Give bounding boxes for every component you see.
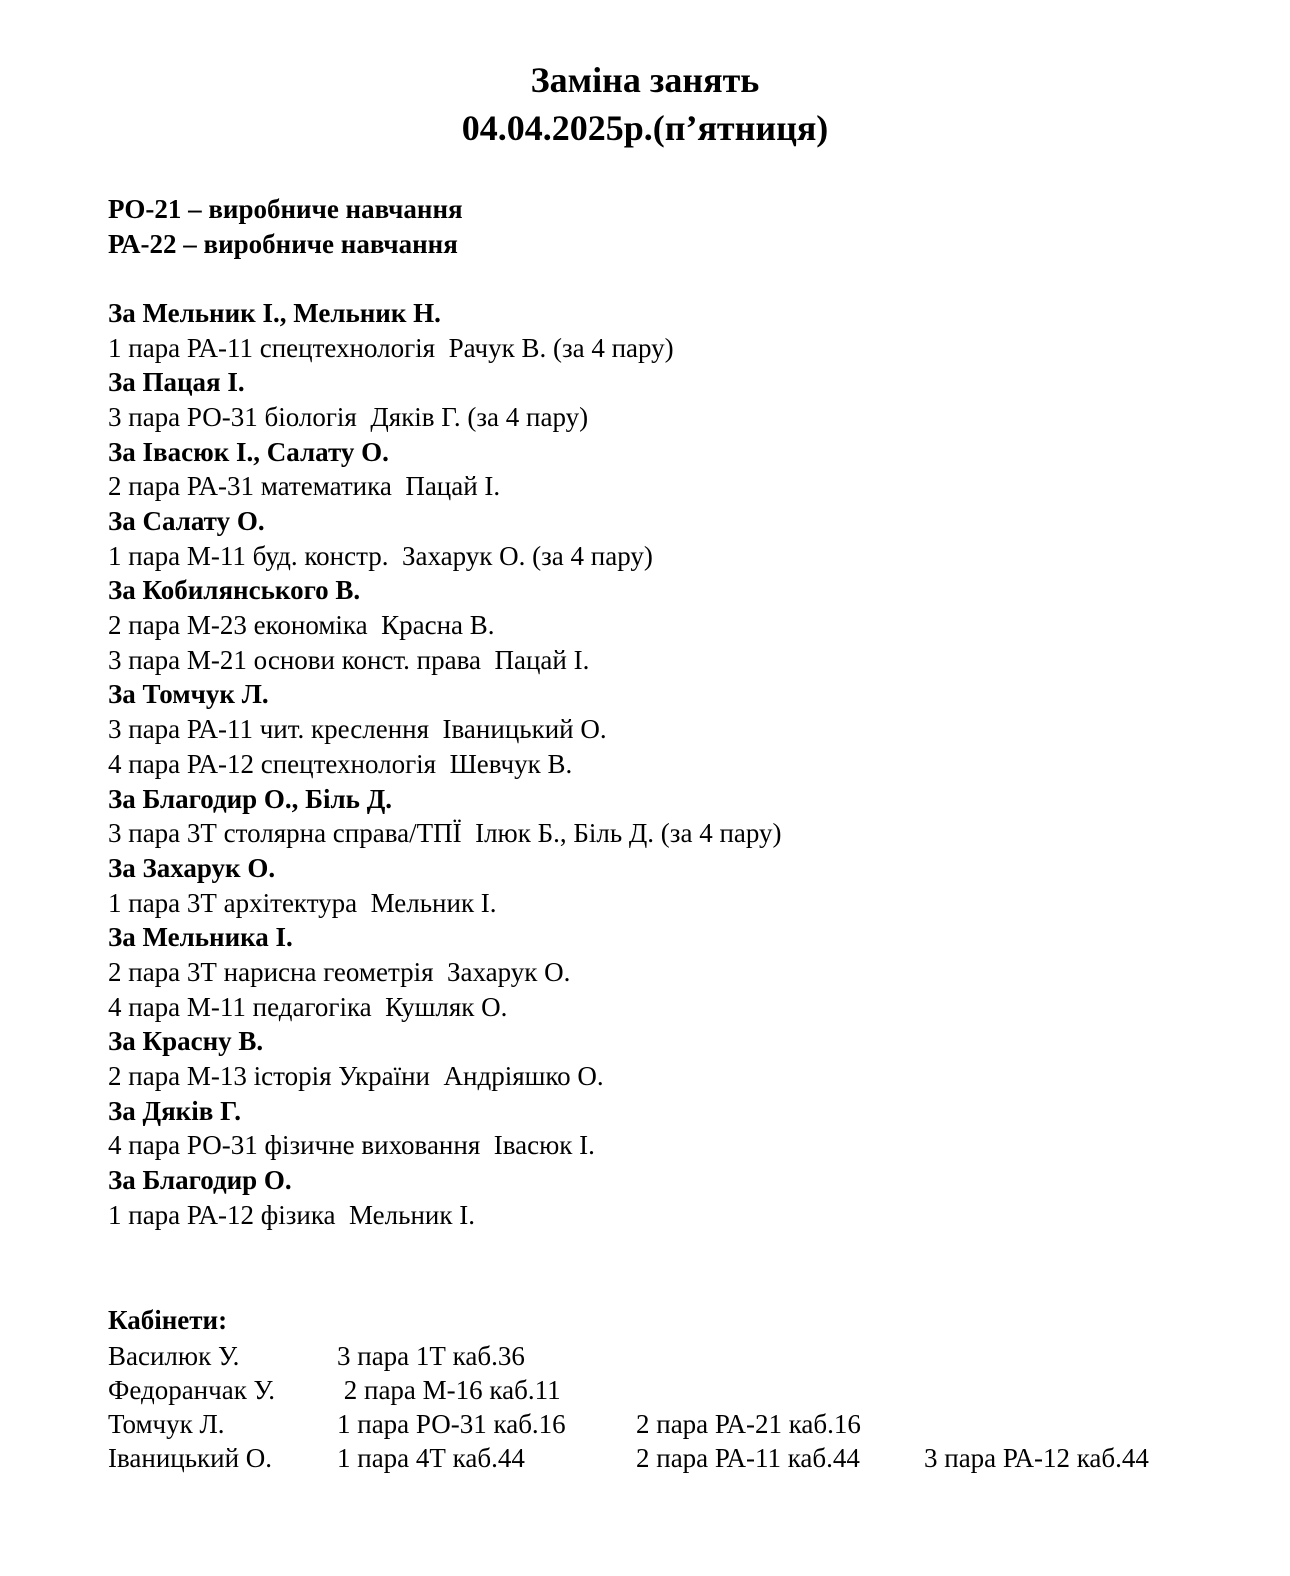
replacement-header: За Захарук О.: [108, 853, 276, 883]
group-note-ro21: РО-21 – виробниче навчання: [108, 194, 463, 224]
replacement-line: 4 пара РО-31 фізичне виховання Івасюк І.: [108, 1130, 595, 1160]
replacement-header: За Дяків Г.: [108, 1096, 241, 1126]
cabinet-row: [0, 1340, 1290, 1374]
replacement-header: За Салату О.: [108, 506, 265, 536]
cabinet-teacher-name: Василюк У.: [108, 1341, 240, 1371]
replacement-header: За Пацая І.: [108, 367, 245, 397]
replacement-header: За Томчук Л.: [108, 679, 269, 709]
replacement-header: За Благодир О.: [108, 1165, 292, 1195]
cabinet-teacher-name: Іваницький О.: [108, 1443, 273, 1473]
cabinet-entry: 3 пара 1Т каб.36: [337, 1341, 525, 1371]
replacement-line: 3 пара РА-11 чит. креслення Іваницький О.: [108, 714, 607, 744]
replacement-line: 1 пара 3Т архітектура Мельник І.: [108, 888, 497, 918]
replacement-line: 4 пара М-11 педагогіка Кушляк О.: [108, 992, 508, 1022]
replacement-line: 1 пара РА-12 фізика Мельник І.: [108, 1200, 475, 1230]
replacement-line: 3 пара РО-31 біологія Дяків Г. (за 4 пару): [108, 402, 589, 432]
replacement-line: 2 пара М-23 економіка Красна В.: [108, 610, 495, 640]
replacement-header: За Мельник І., Мельник Н.: [108, 298, 441, 328]
replacement-line: 2 пара М-13 історія України Андріяшко О.: [108, 1061, 604, 1091]
replacement-header: За Мельника І.: [108, 922, 293, 952]
replacement-line: 3 пара 3Т столярна справа/ТПЇ Ілюк Б., Біль Д. (за 4 пару): [108, 818, 782, 848]
cabinet-entry: 2 пара РА-21 каб.16: [636, 1409, 861, 1439]
cabinet-teacher-name: Федоранчак У.: [108, 1375, 276, 1405]
replacement-header: За Благодир О., Біль Д.: [108, 784, 393, 814]
cabinet-entry: 2 пара М-16 каб.11: [337, 1375, 561, 1405]
page-title-line-1: Заміна занять: [530, 60, 760, 100]
replacement-line: 2 пара РА-31 математика Пацай І.: [108, 471, 501, 501]
cabinet-row: [0, 1442, 1290, 1476]
cabinet-entry: 3 пара РА-12 каб.44: [924, 1443, 1149, 1473]
replacement-line: 1 пара РА-11 спецтехнологія Рачук В. (за 4 пару): [108, 333, 674, 363]
replacement-line: 2 пара 3Т нарисна геометрія Захарук О.: [108, 957, 571, 987]
cabinet-row: [0, 1408, 1290, 1442]
cabinets-heading: Кабінети:: [108, 1305, 228, 1335]
cabinet-entry: 1 пара 4Т каб.44: [337, 1443, 525, 1473]
replacement-line: 3 пара М-21 основи конст. права Пацай І.: [108, 645, 590, 675]
cabinet-entry: 2 пара РА-11 каб.44: [636, 1443, 860, 1473]
page-title-date: 04.04.2025р.(п’ятниця): [461, 108, 829, 148]
replacement-header: За Красну В.: [108, 1026, 264, 1056]
group-note-ra22: РА-22 – виробниче навчання: [108, 229, 458, 259]
cabinet-row: [0, 1374, 1290, 1408]
replacement-header: За Івасюк І., Салату О.: [108, 437, 389, 467]
cabinet-teacher-name: Томчук Л.: [108, 1409, 225, 1439]
replacement-header: За Кобилянського В.: [108, 575, 361, 605]
replacement-line: 1 пара М-11 буд. констр. Захарук О. (за 4 пару): [108, 541, 653, 571]
replacement-line: 4 пара РА-12 спецтехнологія Шевчук В.: [108, 749, 573, 779]
cabinet-entry: 1 пара РО-31 каб.16: [337, 1409, 566, 1439]
